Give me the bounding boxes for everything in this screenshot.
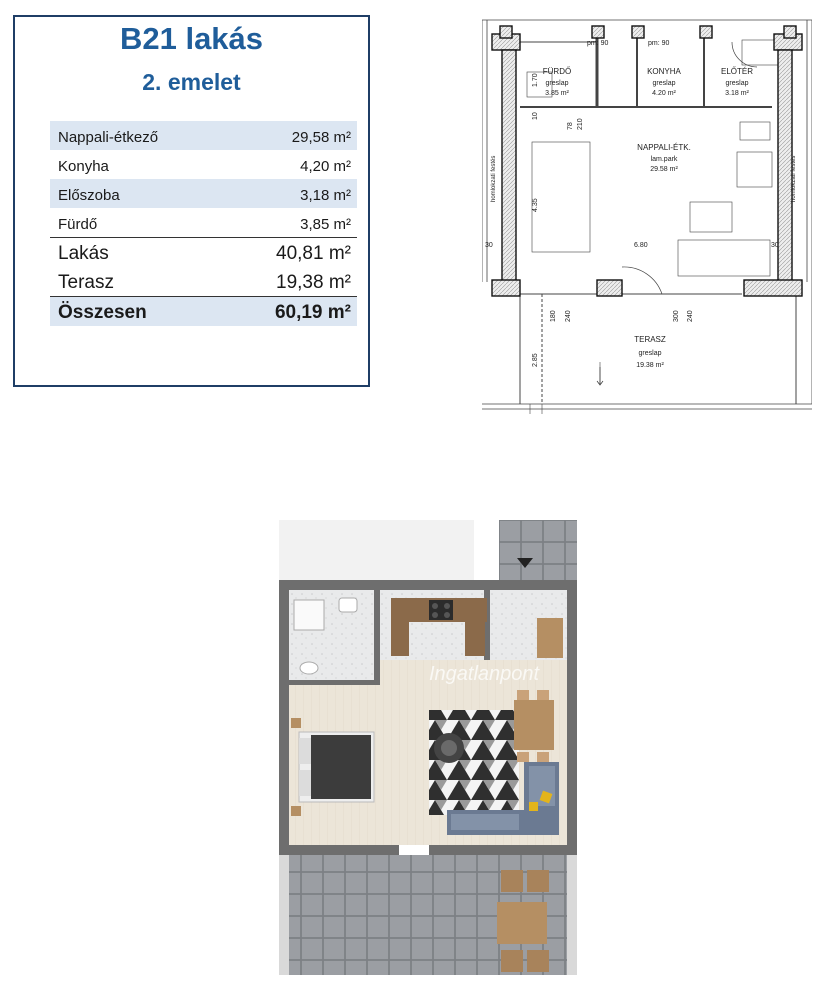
dimension-label: pm: 90 xyxy=(648,40,670,47)
room-labels xyxy=(543,67,753,369)
total-name: Lakás xyxy=(58,243,109,264)
room-name: Előszoba xyxy=(58,187,120,204)
apartment-title: B21 lakás xyxy=(119,21,264,56)
room-area-label: 29.58 m² xyxy=(650,166,678,173)
room-floor-label: greslap xyxy=(652,80,676,87)
dimension-label: 78 xyxy=(567,122,574,130)
dimension-label: pm: 90 xyxy=(587,40,609,47)
dimension-label: 30 xyxy=(771,242,779,249)
wall-finish-label: homlokzati festés xyxy=(491,155,497,202)
dimension-labels xyxy=(485,40,797,367)
total-area: 19,38 m² xyxy=(276,272,351,293)
room-area: 3,18 m² xyxy=(300,187,351,204)
area-summary-card xyxy=(13,15,370,387)
total-row xyxy=(50,267,357,296)
watermark-text: Ingatlanpont xyxy=(429,663,540,685)
room-area: 3,85 m² xyxy=(300,216,351,233)
floor-label: 2. emelet xyxy=(142,69,241,95)
total-area: 60,19 m² xyxy=(274,302,351,323)
room-area-label: 4.20 m² xyxy=(652,90,676,97)
area-table xyxy=(50,121,357,326)
total-area: 40,81 m² xyxy=(276,243,351,264)
rug xyxy=(429,710,519,815)
room-floor-label: greslap xyxy=(638,350,662,357)
area-row xyxy=(50,121,357,150)
room-area: 4,20 m² xyxy=(300,158,351,175)
room-name-label: NAPPALI-ÉTK. xyxy=(637,143,691,152)
dimension-label: 2.85 xyxy=(532,353,539,367)
room-name-label: ELŐTÉR xyxy=(720,67,754,76)
terrace-slope-arrow xyxy=(597,367,603,385)
area-row xyxy=(50,179,357,208)
dimension-label: 210 xyxy=(577,118,584,130)
dimension-label: 6.80 xyxy=(634,242,648,249)
dimension-label: 240 xyxy=(687,310,694,322)
terrace-table-set xyxy=(497,870,549,972)
dimension-label: 240 xyxy=(565,310,572,322)
entry-landing xyxy=(499,520,577,580)
dimension-label: 10 xyxy=(532,112,539,120)
room-name-label: TERASZ xyxy=(634,335,666,344)
dimension-label: 300 xyxy=(673,310,680,322)
room-area-label: 3.18 m² xyxy=(725,90,749,97)
total-name: Terasz xyxy=(58,272,114,293)
total-row xyxy=(50,238,357,267)
dimension-label: 30 xyxy=(485,242,493,249)
armchair xyxy=(434,733,464,763)
area-row xyxy=(50,208,357,237)
terrace-wall xyxy=(567,855,577,975)
rendered-floor-plan xyxy=(279,520,577,975)
area-row xyxy=(50,150,357,179)
room-floor-label: greslap xyxy=(725,80,749,87)
room-name: Fürdő xyxy=(58,216,98,233)
room-floor-label: greslap xyxy=(545,80,569,87)
wall-finish-label: homlokzati festés xyxy=(791,155,797,202)
bed xyxy=(291,718,374,816)
dimension-label: 4.35 xyxy=(532,198,539,212)
room-name: Nappali-étkező xyxy=(58,129,159,146)
wardrobe xyxy=(537,618,563,658)
grand-total-row xyxy=(50,297,357,326)
room-name: Konyha xyxy=(58,158,109,175)
upper-balcony xyxy=(279,520,474,580)
room-floor-label: lam.park xyxy=(650,156,678,163)
room-area-label: 19.38 m² xyxy=(636,362,664,369)
room-area: 29,58 m² xyxy=(291,129,351,146)
room-area-label: 3.85 m² xyxy=(545,90,569,97)
dimension-label: 1.70 xyxy=(532,73,539,87)
technical-floor-plan xyxy=(482,12,812,414)
total-name: Összesen xyxy=(58,302,147,323)
terrace-wall xyxy=(279,855,289,975)
room-name-label: KONYHA xyxy=(647,67,681,76)
room-name-label: FÜRDŐ xyxy=(542,67,572,76)
dimension-label: 180 xyxy=(550,310,557,322)
